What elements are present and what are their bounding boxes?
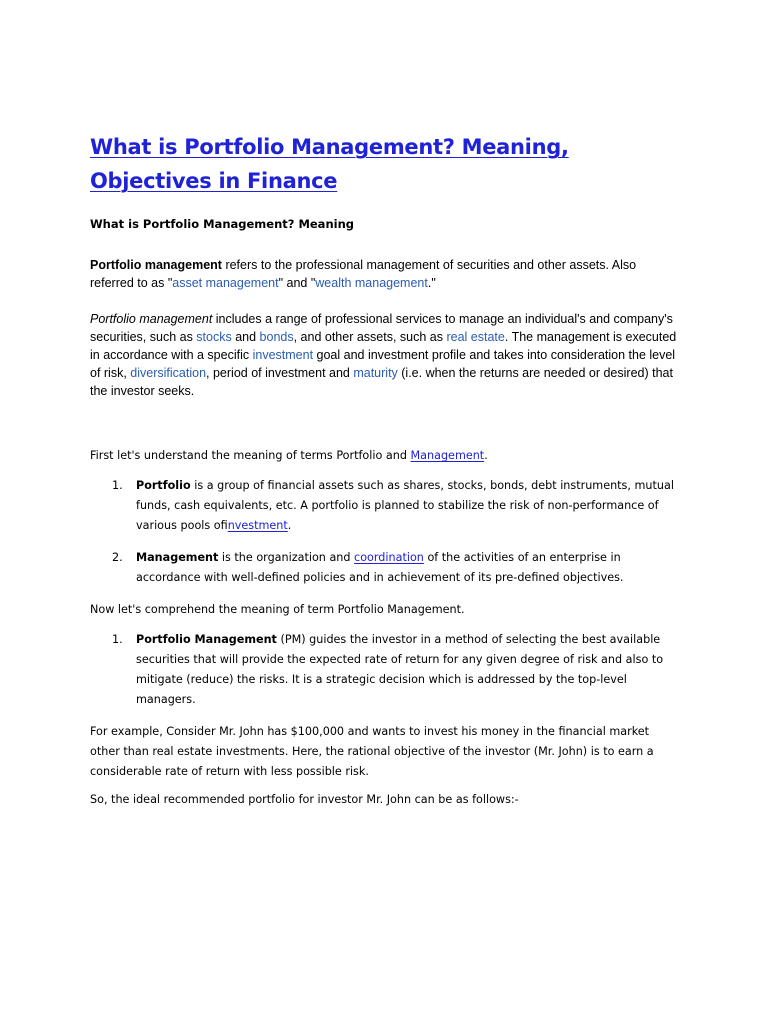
intro-paragraph (90, 256, 680, 292)
terms-intro-paragraph (90, 446, 680, 466)
text-span: goal and investment profile and takes into consideration the level of risk, (90, 348, 676, 380)
text-span: First let's understand the meaning of terms Portfolio and (90, 449, 411, 462)
text-span: " and " (278, 276, 316, 290)
coordination-link[interactable]: coordination (354, 551, 424, 564)
asset-management-link[interactable]: asset management (172, 276, 279, 290)
terms-list (90, 476, 680, 588)
text-span: is the organization and (218, 551, 355, 564)
services-paragraph (90, 310, 680, 400)
bold-term: Portfolio (136, 479, 191, 492)
text-span: , and other assets, such as (293, 330, 447, 344)
text-span: includes a range of professional services to manage an individual's and company's securities, such as (90, 312, 673, 344)
text-span: , period of investment and (206, 366, 354, 380)
text-span: of the activities of an enterprise in accordance with well-defined policies and in achievement of its pre-defined objectives. (136, 551, 624, 584)
text-span: . The management is executed in accordance with a specific (90, 330, 677, 362)
investment-link[interactable]: investment (227, 519, 288, 532)
list-number: 2. (112, 551, 123, 564)
list-number: 1. (112, 633, 123, 646)
list-item (90, 548, 680, 588)
section-subheading: What is Portfolio Management? Meaning (90, 217, 354, 231)
portfolio-management-list (90, 630, 680, 710)
maturity-link[interactable]: maturity (353, 366, 398, 380)
document-page (90, 130, 680, 810)
diversification-link[interactable]: diversification (130, 366, 207, 380)
list-number: 1. (112, 479, 123, 492)
real-estate-link[interactable]: real estate (446, 330, 505, 344)
comprehend-paragraph: Now let's comprehend the meaning of term Portfolio Management. (90, 603, 465, 616)
text-span: ." (427, 276, 436, 290)
bold-term: Management (136, 551, 219, 564)
example-paragraph: For example, Consider Mr. John has $100,000 and wants to invest his money in the financial market other than real estate investments. Here, the rational objective of the investor (Mr. John) is to earn a considerable rate of return with less possible risk. (90, 725, 654, 778)
text-span: . (287, 519, 292, 532)
list-item (90, 476, 680, 536)
recommended-portfolio-paragraph: So, the ideal recommended portfolio for investor Mr. John can be as follows:- (90, 793, 519, 806)
wealth-management-link[interactable]: wealth management (315, 276, 428, 290)
text-span: is a group of financial assets such as shares, stocks, bonds, debt instruments, mutual funds, cash equivalents, etc. A portfolio is planned to stabilize the risk of non-performance of various pools of (136, 479, 674, 532)
stocks-link[interactable]: stocks (196, 330, 232, 344)
italic-term: Portfolio management (90, 312, 213, 326)
text-span: (PM) guides the investor in a method of selecting the best available securities that will provide the expected rate of return for any given degree of risk and also to mitigate (reduce) the risks. It is a strategic decision which is addressed by the top-level managers. (136, 633, 664, 706)
list-item (90, 630, 680, 710)
bold-term: Portfolio Management (136, 633, 277, 646)
investment-link[interactable]: investment (252, 348, 314, 362)
text-span: and (231, 330, 260, 344)
text-span: . (484, 449, 488, 462)
bold-term: Portfolio management (90, 258, 222, 272)
text-span: refers to the professional management of securities and other assets. Also referred to as " (90, 258, 637, 290)
page-title[interactable]: What is Portfolio Management? Meaning, Objectives in Finance (90, 135, 569, 193)
text-span: (i.e. when the returns are needed or desired) that the investor seeks. (90, 366, 673, 398)
bonds-link[interactable]: bonds (259, 330, 294, 344)
management-link[interactable]: Management (410, 449, 485, 462)
